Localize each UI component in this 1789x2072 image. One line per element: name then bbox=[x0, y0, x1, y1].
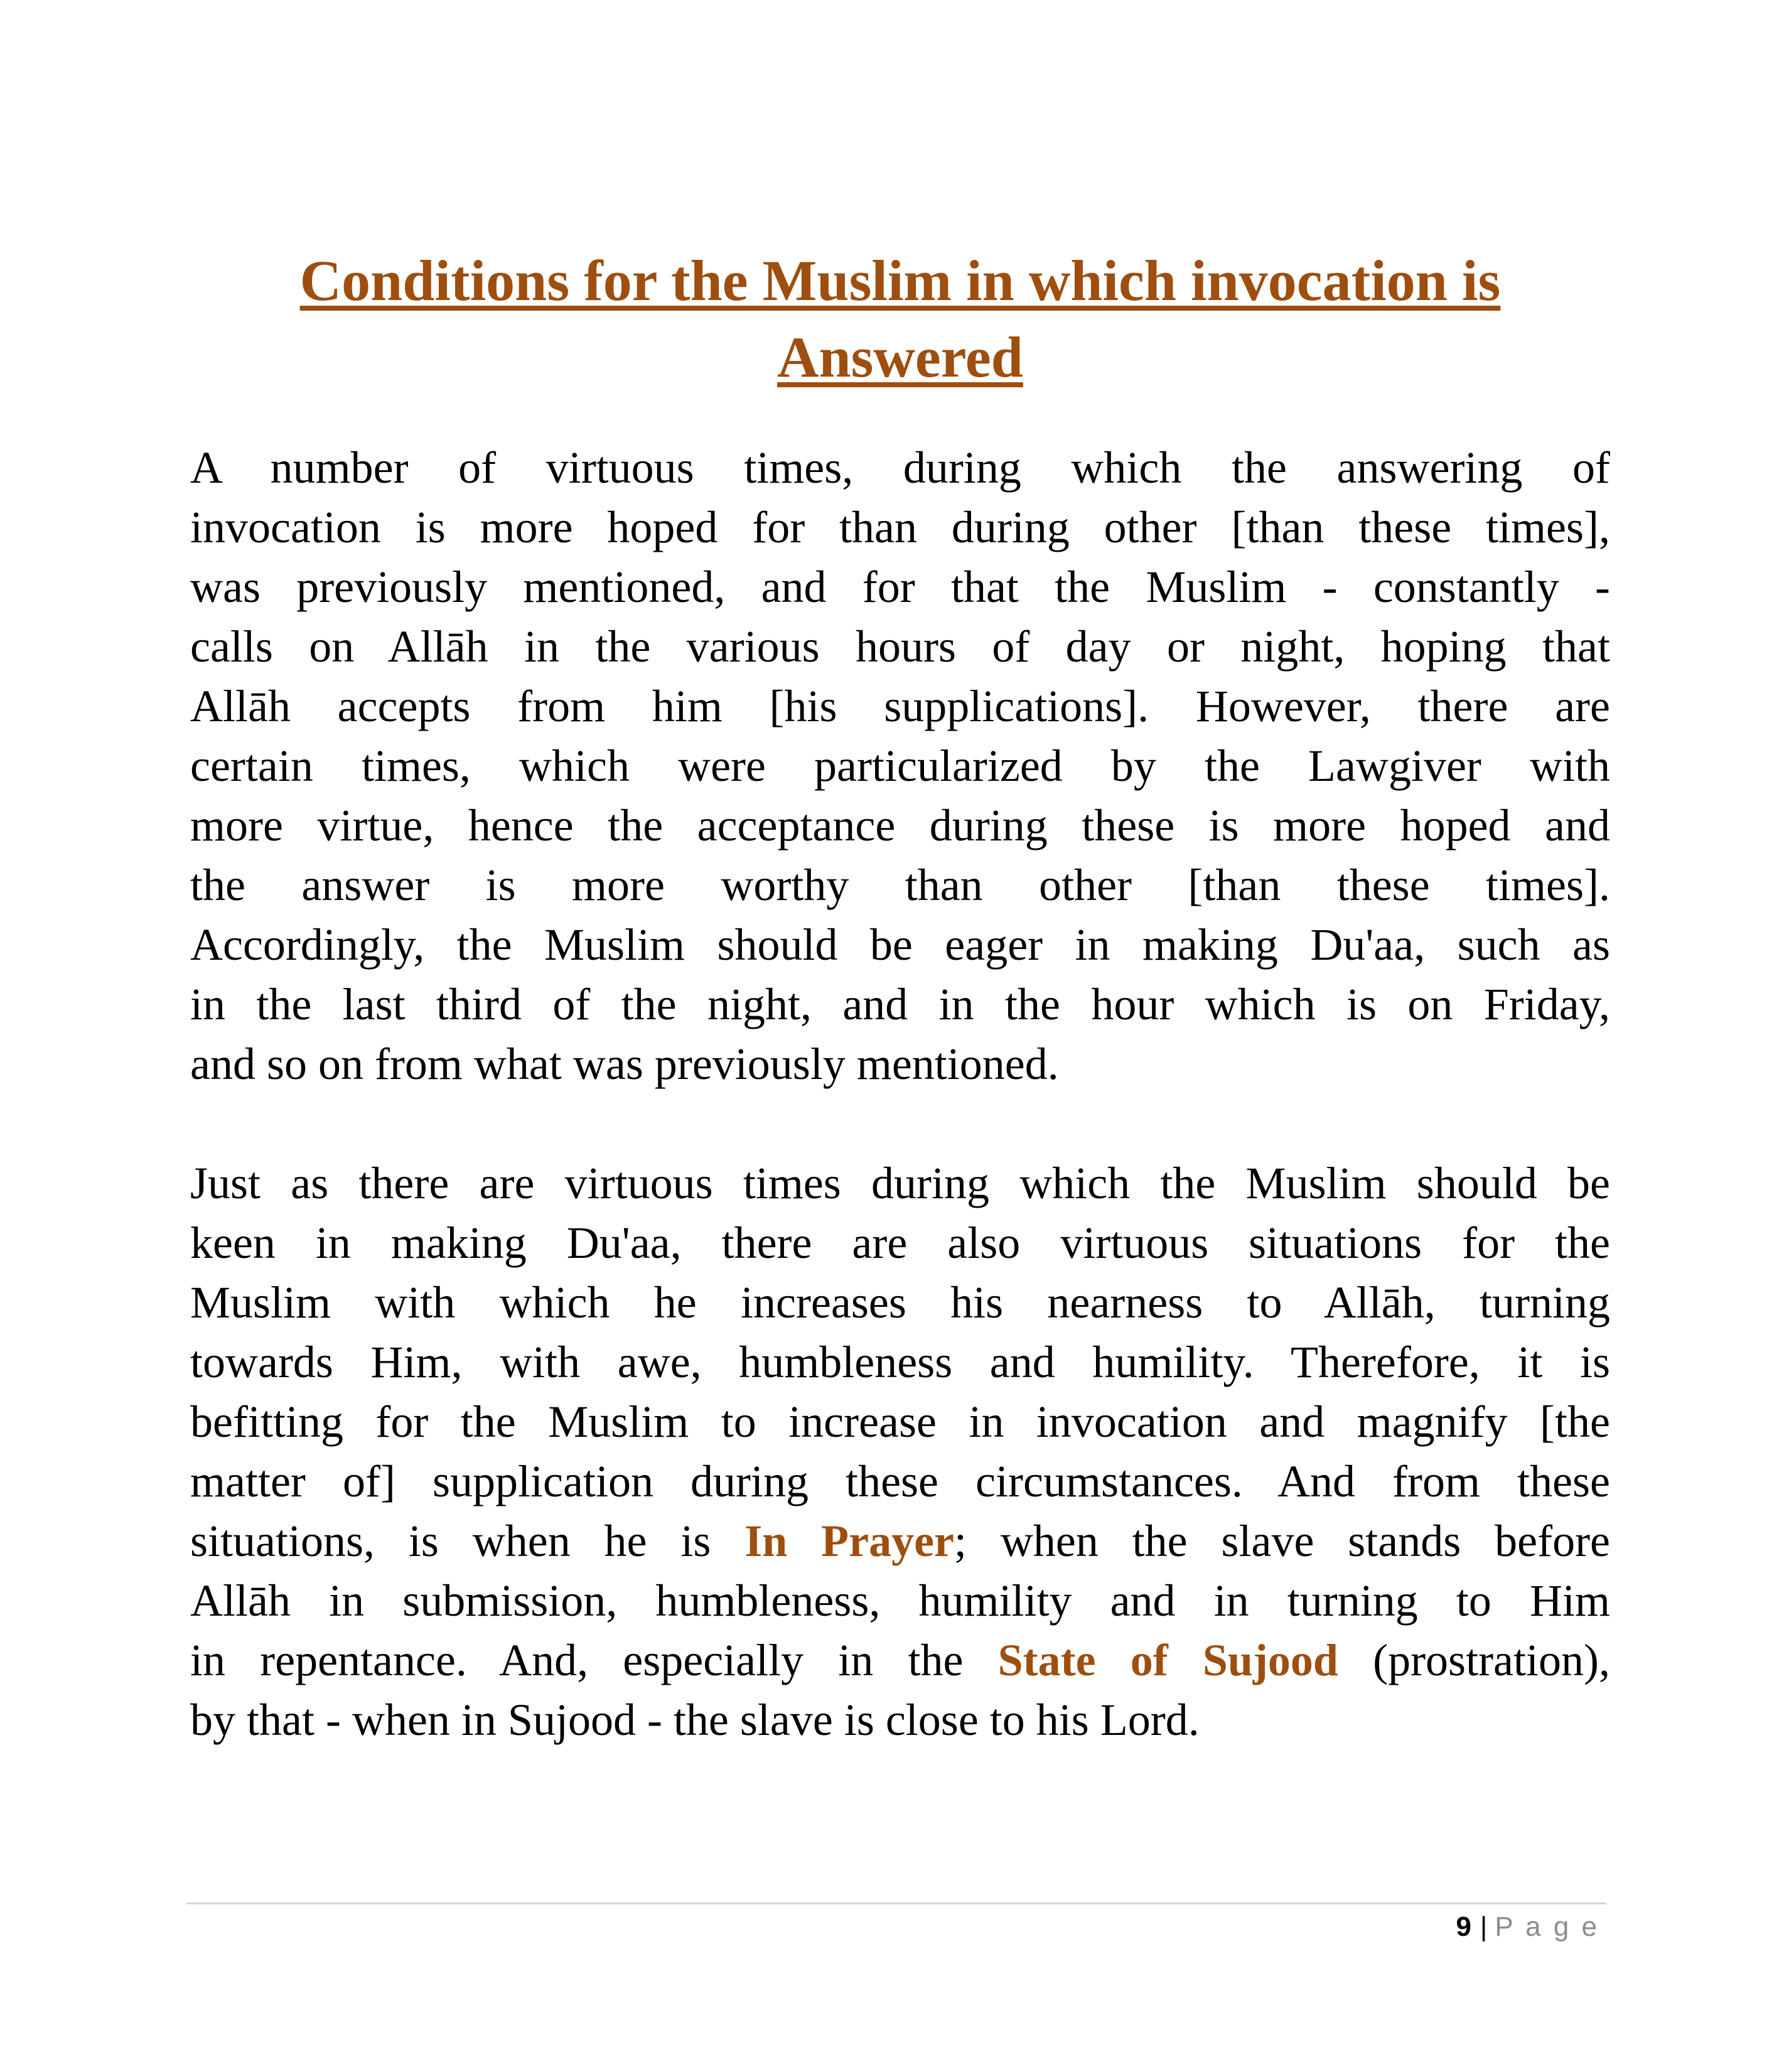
text-segment: Just as there are virtuous times during which the Muslim should be bbox=[190, 1158, 1610, 1208]
text-segment: by that - when in Sujood - the slave is close to his Lord. bbox=[190, 1695, 1200, 1745]
text-line bbox=[190, 975, 1610, 1034]
text-segment: situations, is when he is bbox=[190, 1516, 745, 1566]
text-segment: towards Him, with awe, humbleness and humility. Therefore, it is bbox=[190, 1337, 1610, 1387]
text-segment: in the last third of the night, and in the hour which is on Friday, bbox=[190, 979, 1610, 1029]
page-content bbox=[190, 242, 1610, 1750]
page-title-text-line-1: Conditions for the Muslim in which invocation is bbox=[299, 249, 1501, 313]
paragraph-2 bbox=[190, 1154, 1610, 1750]
text-line bbox=[190, 1452, 1610, 1511]
page-title-line-1 bbox=[190, 242, 1610, 319]
text-segment: Allāh accepts from him [his supplications]. However, there are bbox=[190, 681, 1610, 731]
text-line bbox=[190, 1631, 1610, 1690]
text-line bbox=[190, 498, 1610, 557]
page-title-line-2 bbox=[190, 319, 1610, 395]
footer-divider bbox=[186, 1903, 1606, 1904]
text-segment: (prostration), bbox=[1338, 1635, 1610, 1685]
text-segment: was previously mentioned, and for that the Muslim - constantly - bbox=[190, 562, 1610, 612]
text-line bbox=[190, 1213, 1610, 1273]
text-segment: more virtue, hence the acceptance during these is more hoped and bbox=[190, 800, 1610, 851]
text-segment: matter of] supplication during these circumstances. And from these bbox=[190, 1456, 1610, 1506]
text-line bbox=[190, 1571, 1610, 1631]
text-line bbox=[190, 1511, 1610, 1571]
text-segment: and so on from what was previously mentioned. bbox=[190, 1039, 1059, 1089]
text-line bbox=[190, 915, 1610, 975]
paragraph-1 bbox=[190, 438, 1610, 1094]
footer-separator: | bbox=[1480, 1911, 1488, 1942]
text-segment: certain times, which were particularized by the Lawgiver with bbox=[190, 741, 1610, 791]
text-segment: ; when the slave stands before bbox=[954, 1516, 1610, 1566]
text-segment: Accordingly, the Muslim should be eager in making Du'aa, such as bbox=[190, 920, 1610, 970]
page-number: 9 bbox=[1456, 1911, 1471, 1942]
text-line bbox=[190, 1154, 1610, 1213]
text-segment: A number of virtuous times, during which the answering of bbox=[190, 443, 1610, 493]
text-segment: Muslim with which he increases his nearness to Allāh, turning bbox=[190, 1277, 1610, 1328]
text-line bbox=[190, 557, 1610, 617]
text-line bbox=[190, 1333, 1610, 1392]
text-line bbox=[190, 856, 1610, 915]
text-line bbox=[190, 1392, 1610, 1452]
text-line bbox=[190, 1034, 1610, 1094]
text-line bbox=[190, 617, 1610, 677]
page-title bbox=[190, 242, 1610, 395]
page-footer bbox=[190, 1911, 1599, 1943]
text-segment: invocation is more hoped for than during other [than these times], bbox=[190, 502, 1610, 552]
text-segment: befitting for the Muslim to increase in invocation and magnify [the bbox=[190, 1397, 1610, 1447]
text-segment: in repentance. And, especially in the bbox=[190, 1635, 998, 1685]
text-segment: calls on Allāh in the various hours of day or night, hoping that bbox=[190, 621, 1610, 672]
text-segment: keen in making Du'aa, there are also virtuous situations for the bbox=[190, 1218, 1610, 1268]
text-line bbox=[190, 1273, 1610, 1333]
text-line bbox=[190, 677, 1610, 736]
text-segment: the answer is more worthy than other [than these times]. bbox=[190, 860, 1610, 910]
body-text bbox=[190, 438, 1610, 1750]
text-line bbox=[190, 736, 1610, 796]
text-line bbox=[190, 438, 1610, 498]
text-segment: Allāh in submission, humbleness, humility and in turning to Him bbox=[190, 1575, 1610, 1626]
accent-phrase: State of Sujood bbox=[997, 1635, 1338, 1685]
page-title-text-line-2: Answered bbox=[777, 325, 1023, 389]
accent-phrase: In Prayer bbox=[744, 1516, 955, 1566]
text-line bbox=[190, 1690, 1610, 1750]
footer-page-label: P a g e bbox=[1495, 1911, 1599, 1942]
text-line bbox=[190, 796, 1610, 856]
